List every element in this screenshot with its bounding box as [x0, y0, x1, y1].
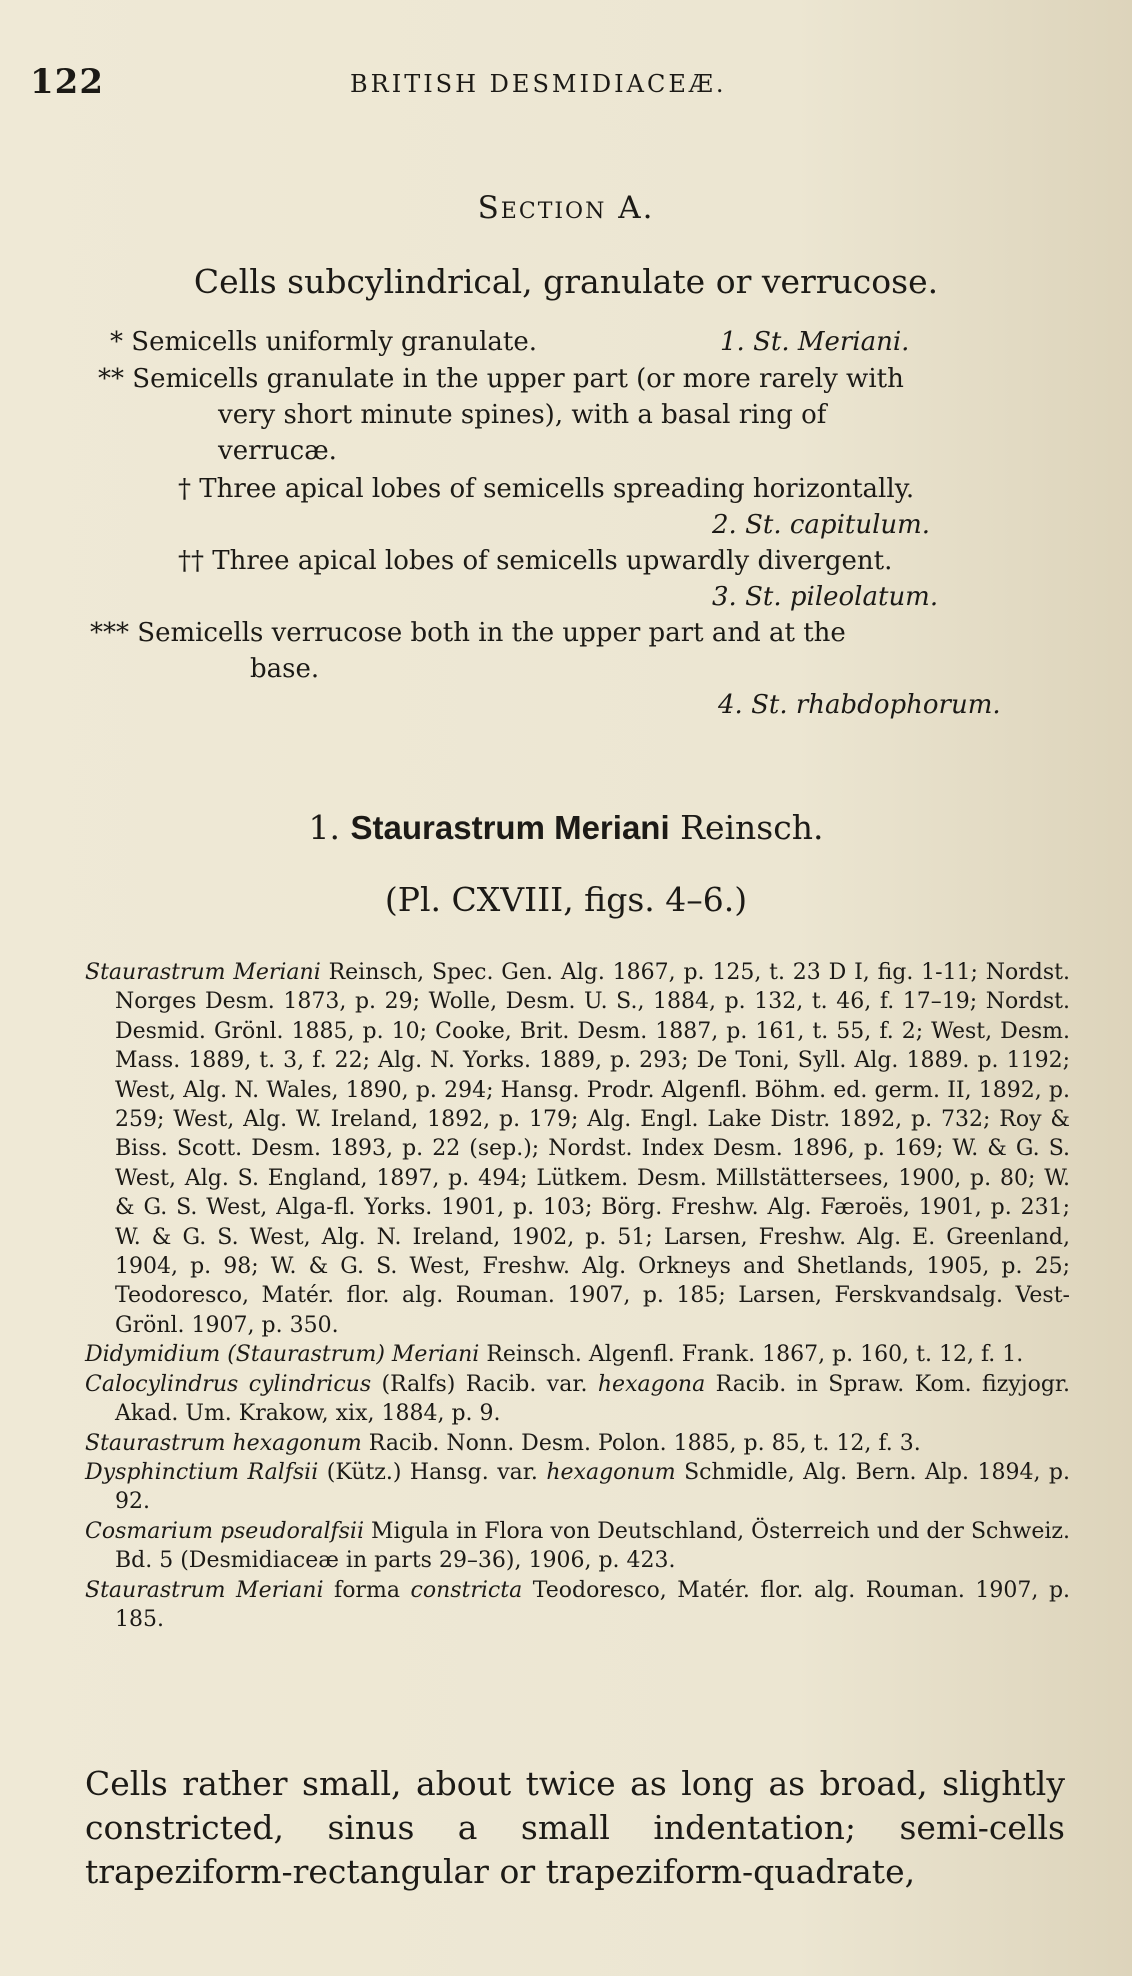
synonym-name: Calocylindrus cylindricus	[85, 1371, 372, 1397]
synonymy-list	[85, 958, 1070, 1634]
key-marker: *	[110, 327, 123, 357]
page-header	[30, 62, 1070, 112]
synonym-entry: Cosmarium pseudoralfsii Migula in Flora von Deutschland, Österreich und der Schweiz. Bd. 5 (Desmidiaceæ in parts 29–36), 1906, p. 423.	[85, 1518, 1070, 1574]
key-line-2b: very short minute spines), with a basal ring of	[218, 400, 827, 430]
key-text: Semicells uniformly granulate.	[131, 327, 538, 357]
species-name: Staurastrum Meriani	[350, 809, 670, 846]
page-number: 122	[30, 62, 104, 102]
synonym-entry: Staurastrum hexagonum Racib. Nonn. Desm. Polon. 1885, p. 85, t. 12, f. 3.	[85, 1430, 921, 1456]
section-title: Section A.	[477, 190, 655, 226]
species-heading	[0, 808, 1132, 847]
plate-reference: (Pl. CXVIII, figs. 4–6.)	[384, 880, 748, 919]
species-number: 1.	[308, 808, 341, 847]
key-marker: †	[178, 474, 191, 504]
key-line-2c: verrucæ.	[218, 436, 337, 466]
key-result-3: 3. St. pileolatum.	[712, 582, 939, 612]
key-result-2: 2. St. capitulum.	[712, 510, 931, 540]
key-text: Semicells verrucose both in the upper part and at the	[137, 618, 846, 648]
synonym-entry: Staurastrum Meriani Reinsch, Spec. Gen. Alg. 1867, p. 125, t. 23 D I, fig. 1-11; Nordst. Norges Desm. 1873, p. 29; Wolle, Desm. U. S., 1884, p. 132, t. 46, f. 17–19; Nordst. Desmid. Grönl. 1885, p. 10; Cooke, Brit. Desm. 1887, p. 161, t. 55, f. 2; West, Desm. Mass. 1889, t. 3, f. 22; Alg. N. Yorks. 1889, p. 293; De Toni, Syll. Alg. 1889. p. 1192; West, Alg. N. Wales, 1890, p. 294; Hansg. Prodr. Algenfl. Böhm. ed. germ. II, 1892, p. 259; West, Alg. W. Ireland, 1892, p. 179; Alg. Engl. Lake Distr. 1892, p. 732; Roy & Biss. Scott. Desm. 1893, p. 22 (sep.); Nordst. Index Desm. 1896, p. 169; W. & G. S. West, Alg. S. England, 1897, p. 494; Lütkem. Desm. Millstättersees, 1900, p. 80; W. & G. S. West, Alga-fl. Yorks. 1901, p. 103; Börg. Freshw. Alg. Færoës, 1901, p. 231; W. & G. S. West, Alg. N. Ireland, 1902, p. 51; Larsen, Freshw. Alg. E. Greenland, 1904, p. 98; W. & G. S. West, Freshw. Alg. Orkneys and Shetlands, 1905, p. 25; Teodoresco, Matér. flor. alg. Rouman. 1907, p. 185; Larsen, Ferskvandsalg. Vest-Grönl. 1907, p. 350.	[85, 960, 1071, 1338]
key-result-1: 1. St. Meriani.	[720, 327, 910, 357]
key-text: Semicells granulate in the upper part (or more rarely with	[132, 364, 904, 394]
description-paragraph: Cells rather small, about twice as long as broad, slightly constricted, sinus a small indentation; semi-cells trapeziform-rectangular or trapeziform-quadrate,	[85, 1764, 1065, 1891]
key-line-5b: base.	[250, 654, 320, 684]
key-marker: ***	[90, 618, 129, 648]
synonym-name: Staurastrum Meriani	[85, 960, 321, 985]
synonym-entry: Didymidium (Staurastrum) Meriani Reinsch. Algenfl. Frank. 1867, p. 160, t. 12, f. 1.	[85, 1342, 1024, 1368]
running-head: BRITISH DESMIDIACEÆ.	[350, 70, 727, 98]
synonym-name: Staurastrum Meriani	[85, 1577, 324, 1603]
synonym-name: Cosmarium pseudoralfsii	[85, 1518, 365, 1544]
key-result-4: 4. St. rhabdophorum.	[718, 690, 1001, 720]
key-line-3	[178, 474, 914, 504]
key-line-4	[178, 546, 892, 576]
key-text: Three apical lobes of semicells spreading horizontally.	[199, 474, 915, 504]
key-line-1	[110, 327, 537, 357]
synonym-entry: Calocylindrus cylindricus (Ralfs) Racib. var. hexagona Racib. in Spraw. Kom. fizyjogr. Akad. Um. Krakow, xix, 1884, p. 9.	[85, 1371, 1070, 1427]
synonym-name: Didymidium (Staurastrum) Meriani	[85, 1342, 480, 1368]
synonym-name: Staurastrum hexagonum	[85, 1430, 362, 1456]
synonym-name: Dysphinctium Ralfsii	[85, 1459, 319, 1485]
synonym-entry: Staurastrum Meriani forma constricta Teodoresco, Matér. flor. alg. Rouman. 1907, p. 185.	[85, 1577, 1071, 1632]
key-line-2	[98, 364, 904, 394]
key-marker: ††	[178, 546, 204, 576]
section-description: Cells subcylindrical, granulate or verrucose.	[193, 262, 939, 301]
key-line-5	[90, 618, 846, 648]
species-author: Reinsch.	[680, 808, 824, 847]
key-marker: **	[98, 364, 124, 394]
key-text: Three apical lobes of semicells upwardly divergent.	[212, 546, 893, 576]
synonym-entry: Dysphinctium Ralfsii (Kütz.) Hansg. var. hexagonum Schmidle, Alg. Bern. Alp. 1894, p. 92.	[85, 1459, 1070, 1515]
